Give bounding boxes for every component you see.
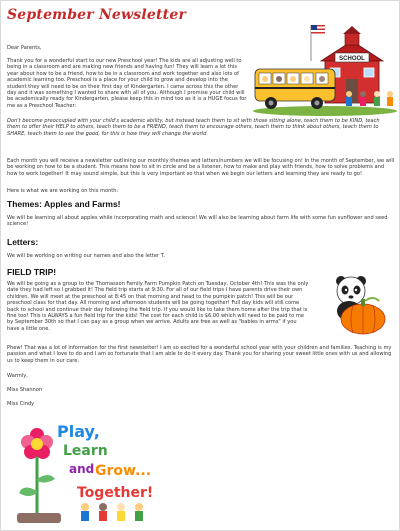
themes-heading: Themes: Apples and Farms! [7,199,121,209]
letters-text: We will be working on writing our names and also the letter T. [7,253,165,259]
play-learn-grow-clipart [9,421,159,529]
grow-text: Grow... [95,463,152,479]
field-trip-text: We will be going as a group to the Thomasson Family Farm Pumpkin Patch on Tuesday, October 4th! This was the only date they had left so I grabbed it! The field trip starts at 9:30. For all of our field trips I have parents drive their own children. We will meet at the preschool at 8:45 on that morning and head to the pumpkin patch! This will be our preschool class for that day. All morning and afternoon students will be going together! Full day kids will still come back to school and continue their day following the field trip. If you would like to take them home after the trip that is fine too! This is ALWAYS a fun field trip for the kids! The cost for each child is $6.00 which will need to be paid to me by September 30th so that I can pay as a group when we arrive. Adults are free as well as "babies in arms" if you have a little one. [7,281,309,332]
working-on-line: Here is what we are working on this month: [7,188,119,194]
signoff: Warmly, [7,373,28,379]
learn-text: Learn [63,443,108,459]
quote-paragraph: Don't become preoccupied with your child's academic ability, but instead teach them to sit with those sitting alone, teach them to be KIND, teach them to offer their HELP to others, teach them to be a FRIEND, teach them to encourage others, teach them to think about others, teach them to SHARE, teach them to see the good, for this is how they will change the world. [7,118,380,137]
closing-paragraph: Phew! That was a lot of information for the first newsletter! I am so excited for a wonderful school year with your children and families. Teaching is my passion and what I love to do and I am so fortunate that I am able to do it every day. Thank you for sharing your sweet little ones with us and allowing us to keep them in our care. [7,345,392,364]
monthly-paragraph: Each month you will receive a newsletter outlining our monthly themes and letters/numbers we will be focusing on! In the month of September, we will be working on how to be a student. This means how to sit in circle and be a listener, how to make and play with friends, how to solve problems and how to work together! It may sound simple, but this is very important so that when we begin our letters and learning they are ready to go! [7,158,395,177]
signature-cindy: Miss Cindy [7,401,35,407]
letters-heading: Letters: [7,237,39,247]
panda-pumpkin-clipart [319,273,393,337]
field-trip-heading: FIELD TRIP! [7,267,57,277]
signature-shannon: Miss Shannon [7,387,43,393]
play-text: Play, [57,422,100,441]
intro-paragraph: Thank you for a wonderful start to our new Preschool year! The kids are all adjusting well to being in a classroom and are making new friends and having fun! They will learn a lot this year about how to be a friend, how to be in a classroom and work together and also lots of academic learning too. Preschool is a place for your child to grow and develop into the student they will need to be on their first day of Kindergarten. I came across this the other day and it was something I wanted to share with all of you. Although I promise your child will be academically ready for Kindergarten, please keep this in mind too as it is a HUGE focus for me as a Preschool Teacher: [7,58,247,109]
newsletter-title: September Newsletter [7,7,187,23]
school-bus-clipart [253,21,397,117]
school-sign-text: SCHOOL [339,56,365,62]
together-text: Together! [77,485,154,501]
greeting: Dear Parents, [7,45,42,51]
and-text: and [69,462,95,476]
themes-text: We will be learning all about apples while incorporating math and science! We will also be learning about farm life with some fun sunflower and seed science! [7,215,388,228]
